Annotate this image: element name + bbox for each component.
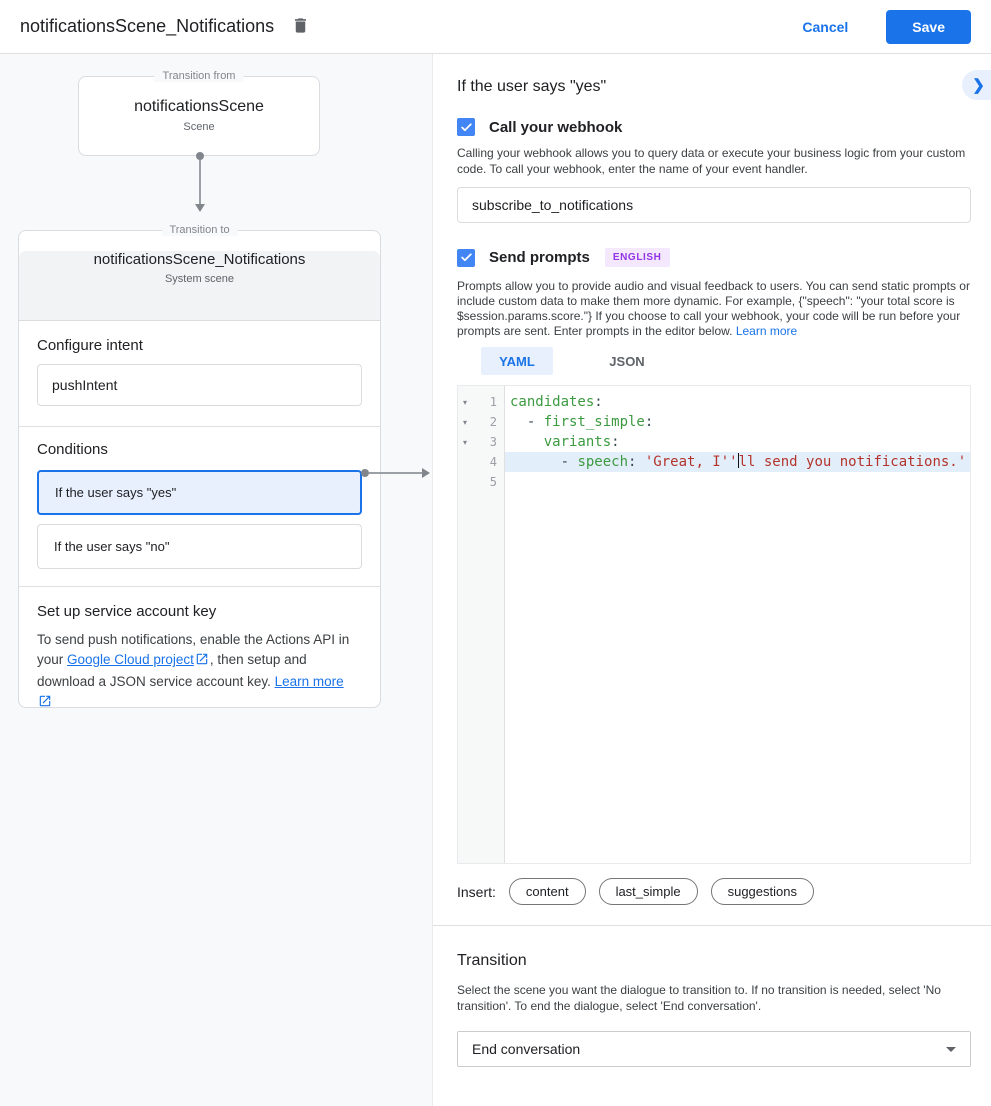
transition-to-legend: Transition to bbox=[161, 224, 237, 236]
transition-to-node bbox=[18, 224, 381, 708]
editor-gutter bbox=[458, 386, 505, 863]
fold-arrow-icon[interactable]: ▾ bbox=[463, 437, 468, 447]
transition-select[interactable] bbox=[457, 1031, 971, 1067]
gutter-row bbox=[458, 472, 504, 492]
service-key-text-2: , then setup and download a JSON service account key. bbox=[37, 652, 307, 689]
code-line[interactable] bbox=[505, 392, 970, 412]
gutter-row bbox=[458, 452, 504, 472]
code-token: first_simple bbox=[543, 414, 645, 430]
configure-intent-heading: Configure intent bbox=[37, 337, 143, 354]
send-prompts-checkbox[interactable] bbox=[457, 249, 475, 267]
line-number: 1 bbox=[489, 395, 497, 409]
page-title: notificationsScene_Notifications bbox=[20, 16, 275, 36]
language-badge: ENGLISH bbox=[605, 248, 670, 267]
collapse-panel-button[interactable] bbox=[962, 70, 991, 100]
code-line[interactable] bbox=[505, 452, 970, 472]
condition-card-no[interactable]: If the user says "no" bbox=[37, 524, 362, 569]
fold-arrow-icon[interactable]: ▾ bbox=[463, 397, 468, 407]
main-area bbox=[0, 54, 991, 1106]
transition-from-node[interactable] bbox=[78, 70, 320, 156]
intent-input[interactable]: pushIntent bbox=[37, 364, 362, 406]
call-webhook-checkbox[interactable] bbox=[457, 118, 475, 136]
code-token: 'Great, I'' bbox=[644, 454, 738, 470]
editor-code[interactable] bbox=[505, 386, 970, 863]
scene-diagram-panel bbox=[0, 54, 433, 1106]
code-token: - bbox=[510, 454, 578, 470]
call-webhook-label: Call your webhook bbox=[489, 118, 623, 136]
send-prompts-label: Send prompts bbox=[489, 249, 590, 266]
vertical-connector-arrow bbox=[195, 152, 204, 212]
check-icon bbox=[460, 121, 473, 134]
insert-row bbox=[457, 878, 971, 905]
to-scene-header[interactable] bbox=[19, 251, 380, 321]
service-key-text bbox=[37, 630, 362, 714]
service-key-section bbox=[19, 587, 380, 728]
to-scene-name: notificationsScene_Notifications bbox=[93, 251, 306, 268]
save-button[interactable]: Save bbox=[886, 10, 971, 44]
condition-card-yes[interactable]: If the user says "yes" bbox=[37, 470, 362, 515]
code-token: : bbox=[611, 434, 620, 450]
line-number: 2 bbox=[489, 415, 497, 429]
connector-dot bbox=[196, 152, 204, 160]
code-token: candidates bbox=[510, 394, 595, 410]
condition-editor-panel bbox=[433, 54, 991, 1106]
from-scene-type: Scene bbox=[183, 121, 215, 133]
prompts-description-text: Prompts allow you to provide audio and visual feedback to users. You can send static prompts or include custom data to make them more dynamic. For example, {"speech": "your total score is $session.params.score."} If you choose to call your webhook, your code will be run before your prompts are sent. Enter prompts in the editor below. bbox=[457, 279, 970, 338]
line-number: 4 bbox=[489, 455, 497, 469]
external-link-icon[interactable] bbox=[38, 694, 52, 714]
editor-format-tabs bbox=[457, 347, 971, 375]
from-scene-name: notificationsScene bbox=[134, 98, 264, 115]
line-number: 5 bbox=[489, 475, 497, 489]
arrow-down-icon bbox=[195, 204, 205, 212]
tab-yaml[interactable]: YAML bbox=[481, 347, 553, 375]
code-token bbox=[510, 434, 544, 450]
delete-scene-button[interactable] bbox=[288, 15, 312, 39]
condition-editor-title: If the user says "yes" bbox=[457, 78, 607, 95]
webhook-handler-input[interactable]: subscribe_to_notifications bbox=[457, 187, 971, 223]
code-line[interactable] bbox=[505, 432, 970, 452]
code-line[interactable] bbox=[505, 472, 970, 492]
code-token: : bbox=[628, 454, 645, 470]
service-key-heading: Set up service account key bbox=[37, 603, 217, 620]
fold-arrow-icon[interactable]: ▾ bbox=[463, 417, 468, 427]
arrow-right-icon bbox=[422, 468, 430, 478]
insert-chip-last-simple[interactable]: last_simple bbox=[599, 878, 698, 905]
transition-heading: Transition bbox=[457, 952, 527, 969]
gutter-row bbox=[458, 432, 504, 452]
configure-intent-section bbox=[19, 321, 380, 426]
service-key-text-1: To send push notifications, enable the Actions API in your bbox=[37, 632, 350, 667]
to-scene-type: System scene bbox=[164, 273, 235, 285]
learn-more-link[interactable]: Learn more bbox=[274, 674, 344, 689]
code-token: ll send you notifications.' bbox=[738, 454, 967, 470]
check-icon bbox=[460, 251, 473, 264]
conditions-heading: Conditions bbox=[37, 441, 108, 458]
line-number: 3 bbox=[489, 435, 497, 449]
google-cloud-project-link[interactable]: Google Cloud project bbox=[67, 652, 194, 667]
send-prompts-row bbox=[457, 248, 971, 267]
horizontal-connector-arrow bbox=[361, 468, 430, 478]
cancel-button[interactable]: Cancel bbox=[802, 18, 849, 35]
connector-line bbox=[199, 160, 201, 204]
code-token: variants bbox=[543, 434, 612, 450]
code-token: speech bbox=[577, 454, 629, 470]
transition-select-value: End conversation bbox=[472, 1041, 581, 1057]
gutter-row bbox=[458, 392, 504, 412]
call-webhook-row bbox=[457, 118, 971, 136]
connector-dot bbox=[361, 469, 369, 477]
webhook-description: Calling your webhook allows you to query data or execute your business logic from your custom code. To call your webhook, enter the name of your event handler. bbox=[457, 146, 966, 176]
transition-from-legend: Transition from bbox=[155, 70, 244, 82]
transition-description: Select the scene you want the dialogue to transition to. If no transition is needed, select 'No transition'. To end the dialogue, select 'End conversation'. bbox=[457, 983, 941, 1013]
code-token: : bbox=[644, 414, 654, 430]
tab-json[interactable]: JSON bbox=[609, 353, 645, 369]
connector-line bbox=[369, 472, 422, 474]
prompts-learn-more-link[interactable]: Learn more bbox=[735, 324, 798, 338]
trash-icon bbox=[291, 16, 310, 38]
insert-chip-content[interactable]: content bbox=[509, 878, 586, 905]
dropdown-caret-icon bbox=[946, 1047, 956, 1052]
external-link-icon[interactable] bbox=[195, 652, 209, 672]
insert-label: Insert: bbox=[457, 883, 496, 900]
code-token: - bbox=[510, 414, 544, 430]
code-token: : bbox=[594, 394, 603, 410]
gutter-row bbox=[458, 412, 504, 432]
insert-chip-suggestions[interactable]: suggestions bbox=[711, 878, 814, 905]
top-bar bbox=[0, 0, 991, 54]
conditions-section bbox=[19, 427, 380, 586]
section-divider bbox=[433, 925, 991, 926]
prompts-description bbox=[457, 279, 971, 339]
code-line[interactable] bbox=[505, 412, 970, 432]
code-editor[interactable] bbox=[457, 385, 971, 864]
chevron-right-icon: ❯ bbox=[972, 77, 985, 94]
